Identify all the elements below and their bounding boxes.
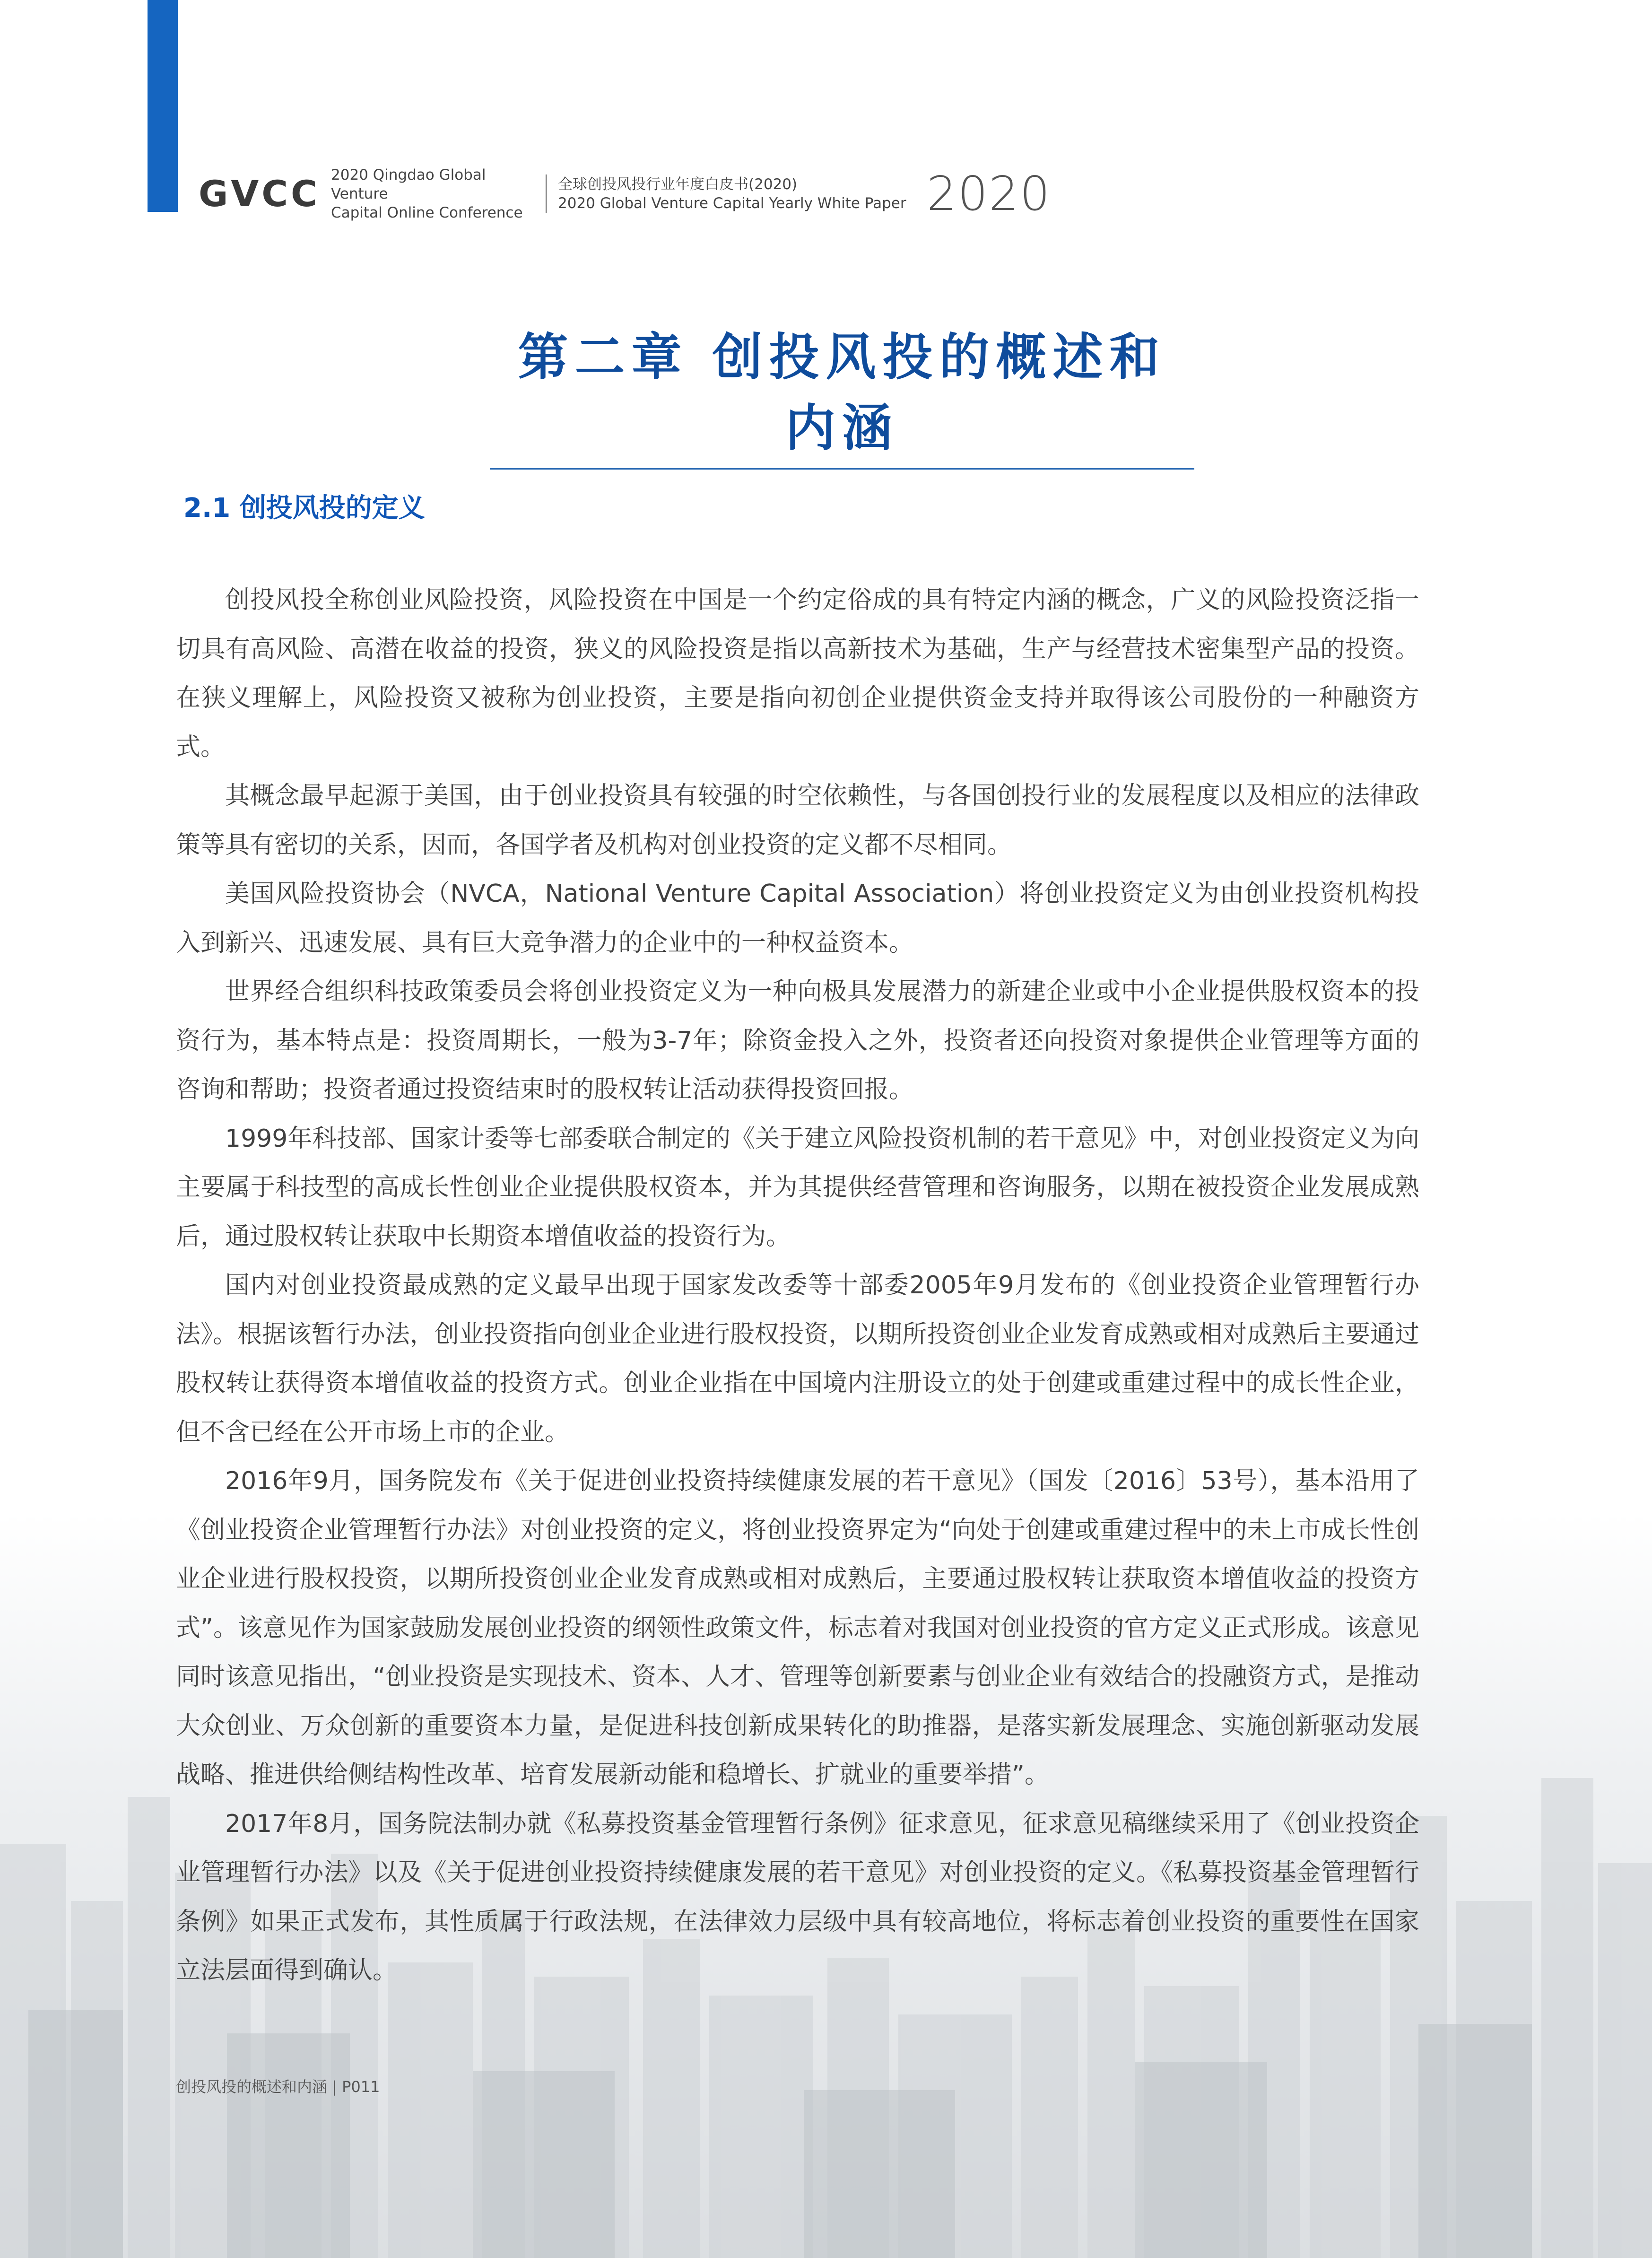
chapter-underline: [490, 468, 1194, 470]
paragraph: 2016年9月，国务院发布《关于促进创业投资持续健康发展的若干意见》（国发〔2016〕53号），基本沿用了《创业投资企业管理暂行办法》对创业投资的定义，将创业投资界定为“向处于创建或重建过程中的未上市成长性创业企业进行股权投资，以期所投资创业企业发育成熟或相对成熟后，主要通过股权转让获取资本增值收益的投资方式”。该意见作为国家鼓励发展创业投资的纲领性政策文件，标志着对我国对创业投资的官方定义正式形成。该意见同时该意见指出，“创业投资是实现技术、资本、人才、管理等创新要素与创业企业有效结合的投融资方式，是推动大众创业、万众创新的重要资本力量，是促进科技创新成果转化的助推器，是落实新发展理念、实施创新驱动发展战略、推进供给侧结构性改革、培育发展新动能和稳增长、扩就业的重要举措”。: [176, 1467, 1419, 1789]
chapter-heading: [490, 322, 1194, 470]
page-footer: 创投风投的概述和内涵 | P011: [176, 2078, 380, 2096]
page-header: [199, 166, 1051, 221]
paragraph: 创投风投全称创业风险投资，风险投资在中国是一个约定俗成的具有特定内涵的概念，广义的风险投资泛指一切具有高风险、高潜在收益的投资，狭义的风险投资是指以高新技术为基础，生产与经营技术密集型产品的投资。在狭义理解上，风险投资又被称为创业投资，主要是指向初创企业提供资金支持并取得该公司股份的一种融资方式。: [176, 586, 1419, 761]
paragraph: 世界经合组织科技政策委员会将创业投资定义为一种向极具发展潜力的新建企业或中小企业提供股权资本的投资行为，基本特点是：投资周期长，一般为3-7年；除资金投入之外，投资者还向投资对象提供企业管理等方面的咨询和帮助；投资者通过投资结束时的股权转让活动获得投资回报。: [176, 977, 1419, 1104]
paragraph: 其概念最早起源于美国，由于创业投资具有较强的时空依赖性，与各国创投行业的发展程度以及相应的法律政策等具有密切的关系，因而，各国学者及机构对创业投资的定义都不尽相同。: [176, 782, 1419, 859]
whitepaper-title-cn: 全球创投风投行业年度白皮书(2020): [558, 176, 798, 193]
header-year: 2020: [927, 166, 1051, 221]
whitepaper-name: [558, 175, 917, 213]
paragraph: 美国风险投资协会（NVCA，National Venture Capital Association）将创业投资定义为由创业投资机构投入到新兴、迅速发展、具有巨大竞争潜力的企业中的一种权益资本。: [176, 880, 1419, 957]
header-divider: [546, 174, 547, 213]
paragraph: 国内对创业投资最成熟的定义最早出现于国家发改委等十部委2005年9月发布的《创业投资企业管理暂行办法》。根据该暂行办法，创业投资指向创业企业进行股权投资，以期所投资创业企业发育成熟或相对成熟后主要通过股权转让获得资本增值收益的投资方式。创业企业指在中国境内注册设立的处于创建或重建过程中的成长性企业，但不含已经在公开市场上市的企业。: [176, 1271, 1419, 1447]
conference-name: [331, 166, 534, 222]
chapter-title: 第二章 创投风投的概述和内涵: [518, 327, 1166, 457]
accent-bar: [148, 0, 178, 212]
body-text: [176, 576, 1419, 1996]
gvcc-logo: GVCC: [199, 173, 320, 215]
whitepaper-title-en: 2020 Global Venture Capital Yearly White Paper: [558, 195, 906, 212]
paragraph: 1999年科技部、国家计委等七部委联合制定的《关于建立风险投资机制的若干意见》中，对创业投资定义为向主要属于科技型的高成长性创业企业提供股权资本，并为其提供经营管理和咨询服务，以期在被投资企业发展成熟后，通过股权转让获取中长期资本增值收益的投资行为。: [176, 1124, 1419, 1251]
paragraph: 2017年8月，国务院法制办就《私募投资基金管理暂行条例》征求意见，征求意见稿继续采用了《创业投资企业管理暂行办法》以及《关于促进创业投资持续健康发展的若干意见》对创业投资的定义。《私募投资基金管理暂行条例》如果正式发布，其性质属于行政法规，在法律效力层级中具有较高地位，将标志着创业投资的重要性在国家立法层面得到确认。: [176, 1809, 1420, 1985]
section-heading: 2.1 创投风投的定义: [183, 493, 425, 523]
conference-line-2: Capital Online Conference: [331, 204, 523, 221]
conference-line-1: 2020 Qingdao Global Venture: [331, 166, 486, 202]
